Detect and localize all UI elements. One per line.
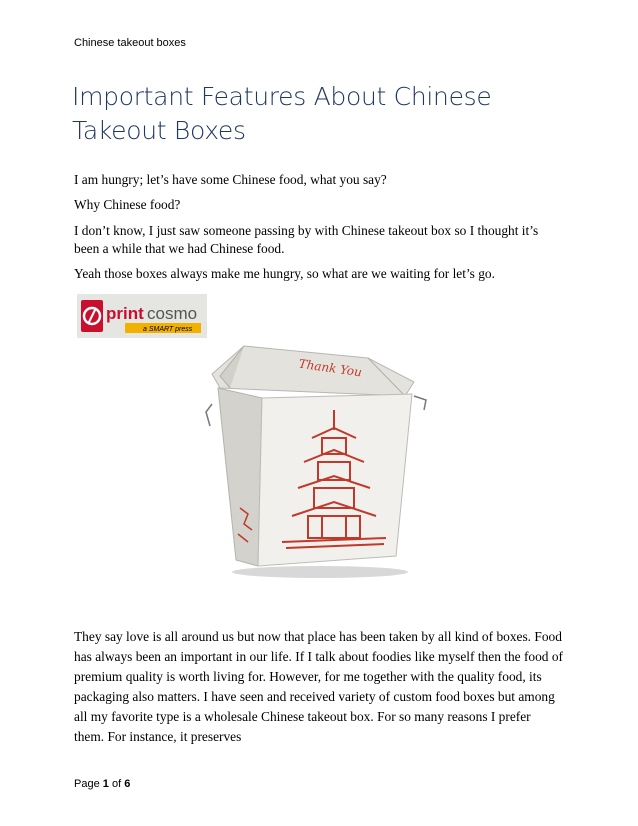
intro-paragraph-3: I don’t know, I just saw someone passing by with Chinese takeout box so I thought it’s been a while that we had Chinese food.	[74, 223, 539, 256]
footer-page-number: 1	[102, 778, 109, 790]
intro-paragraph-2: Why Chinese food?	[74, 197, 181, 212]
footer-page-word: Page	[74, 778, 100, 790]
logo-brand-cosmo: cosmo	[147, 304, 198, 323]
logo-brand-print: print	[106, 304, 144, 323]
printcosmo-logo	[77, 294, 207, 338]
page-footer	[74, 778, 130, 790]
box-thank-you-text: Thank You	[297, 356, 363, 380]
footer-of-word: of	[111, 778, 122, 790]
intro-paragraph-4: Yeah those boxes always make me hungry, so what are we waiting for let’s go.	[74, 266, 495, 281]
document-title: Important Features About Chinese Takeout Boxes	[72, 82, 492, 145]
intro-paragraph-1: I am hungry; let’s have some Chinese food, what you say?	[74, 172, 387, 187]
footer-page-total: 6	[124, 778, 131, 790]
running-header: Chinese takeout boxes	[74, 37, 186, 49]
takeout-box-image	[200, 338, 440, 583]
body-paragraph: They say love is all around us but now that place has been taken by all kind of boxes. Food has always been an important in our life. If I talk about foodies like myself then the food of premium quality is worth living for. However, for me together with the quality food, its packaging also matters. I have seen and received variety of custom food boxes but among all my favorite type is a wholesale Chinese takeout box. For so many reasons I prefer them. For instance, it preserves	[74, 629, 563, 744]
logo-tagline: a SMART press	[143, 326, 193, 333]
